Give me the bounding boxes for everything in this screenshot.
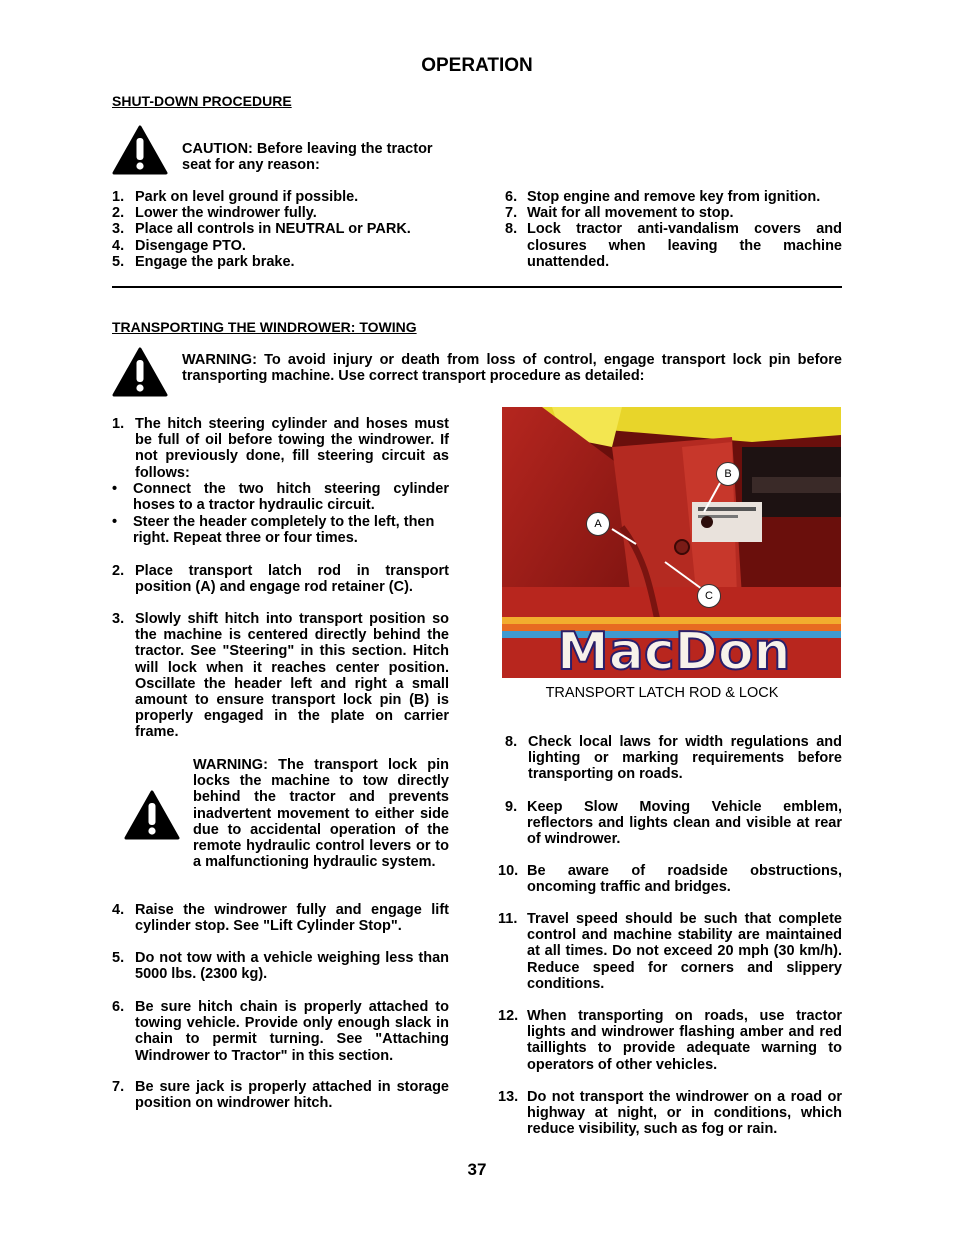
warning-triangle-icon: [124, 790, 180, 840]
bullet: •: [112, 480, 118, 497]
bullet-text: Steer the header completely to the left, then right. Repeat three or four times.: [133, 514, 435, 547]
caution-text: CAUTION: Before leaving the tractor seat for any reason:: [182, 141, 433, 174]
item-number: 8.: [505, 734, 518, 750]
item-number: 6.: [112, 999, 125, 1015]
item-number: 7.: [112, 1079, 125, 1095]
photo-illustration: [502, 407, 841, 678]
item-number: 10.: [498, 863, 519, 879]
step-12: [498, 1008, 842, 1073]
warning-text: WARNING: To avoid injury or death from loss of control, engage transport lock pin before transporting machine. Use correct transport procedure as detailed:: [182, 352, 842, 385]
item-text: Check local laws for width regulations and lighting or marking requirements before transporting on roads.: [528, 734, 842, 783]
item-text: Be sure jack is properly attached in storage position on windrower hitch.: [135, 1079, 449, 1112]
list-item: [112, 254, 472, 270]
item-number: 3.: [112, 221, 125, 238]
callout-c: C: [697, 584, 721, 608]
item-text: Be sure hitch chain is properly attached to towing vehicle. Provide only enough slack in chain to permit turning. See "Attaching Windrower to Tractor" in this section.: [135, 999, 449, 1064]
warning-triangle-icon: [112, 125, 168, 175]
list-item: [112, 514, 449, 546]
step-1: [112, 416, 449, 547]
item-number: 1.: [112, 416, 125, 432]
step-7: [112, 1079, 449, 1111]
shutdown-list-right: [505, 189, 842, 270]
item-text: Slowly shift hitch into transport position so the machine is centered directly behind the tractor. See "Steering" in this section. Hitch will lock when it reaches center position. Oscillate the header left and right a small amount to ensure transport lock pin (B) is properly engaged in the plate on carrier frame.: [135, 611, 449, 741]
item-number: 7.: [505, 205, 518, 222]
macdon-logo: MacDon: [557, 622, 791, 678]
step-4: [112, 902, 449, 934]
step-6: [112, 999, 449, 1064]
section-divider: [112, 286, 842, 288]
item-text: Travel speed should be such that complete control and machine stability are maintained at all times. Do not exceed 20 mph (30 km/h). Reduce speed for corners and slippery conditions.: [527, 911, 842, 992]
callout-b: B: [716, 462, 740, 486]
list-item: [112, 189, 472, 205]
item-number: 4.: [112, 237, 125, 254]
step-5: [112, 950, 449, 982]
item-text: Raise the windrower fully and engage lift cylinder stop. See "Lift Cylinder Stop".: [135, 902, 449, 935]
figure-caption: TRANSPORT LATCH ROD & LOCK: [545, 685, 779, 701]
step-9: [505, 799, 842, 848]
step-2: [112, 563, 449, 595]
item-text: Keep Slow Moving Vehicle emblem, reflectors and lights clean and visible at rear of windrower.: [527, 799, 842, 848]
item-text: When transporting on roads, use tractor lights and windrower flashing amber and red taillights to provide adequate warning to operators of other vehicles.: [527, 1008, 842, 1073]
warning-triangle-icon: [112, 347, 168, 397]
section-heading-shutdown: SHUT-DOWN PROCEDURE: [112, 93, 292, 109]
item-text: Park on level ground if possible.: [135, 189, 359, 205]
item-text: Wait for all movement to stop.: [527, 205, 734, 222]
item-text: Engage the park brake.: [135, 253, 295, 270]
item-number: 2.: [112, 205, 125, 222]
item-number: 2.: [112, 563, 125, 579]
transport-latch-photo: [502, 407, 841, 678]
step-10: [498, 863, 842, 895]
callout-a: A: [586, 512, 610, 536]
warning-text: WARNING: The transport lock pin locks the machine to tow directly behind the tractor and prevents inadvertent movement to either side due to accidental operation of the remote hydraulic control levers or to a malfunctioning hydraulic system.: [193, 757, 449, 871]
list-item: [505, 189, 842, 205]
section-heading-towing: TRANSPORTING THE WINDROWER: TOWING: [112, 319, 417, 335]
step-13: [498, 1089, 842, 1138]
shutdown-list-left: [112, 189, 472, 270]
page-number: 37: [467, 1160, 487, 1179]
item-text: Disengage PTO.: [135, 237, 246, 254]
item-number: 4.: [112, 902, 125, 918]
item-text: Do not tow with a vehicle weighing less than 5000 lbs. (2300 kg).: [135, 950, 449, 983]
item-number: 11.: [498, 911, 518, 927]
step-8: [505, 734, 842, 783]
item-text: The hitch steering cylinder and hoses must be full of oil before towing the windrower. If not previously done, fill steering circuit as follows:: [135, 416, 449, 481]
page-title: OPERATION: [421, 55, 533, 76]
list-item: [505, 205, 842, 221]
item-number: 5.: [112, 950, 125, 966]
list-item: [112, 221, 472, 237]
item-text: Lock tractor anti-vandalism covers and closures when leaving the machine unattended.: [527, 221, 842, 270]
item-text: Do not transport the windrower on a road or highway at night, or in conditions, which reduce visibility, such as fog or rain.: [527, 1089, 842, 1138]
item-number: 8.: [505, 221, 518, 238]
bullet: •: [112, 514, 118, 531]
list-item: [112, 205, 472, 221]
item-number: 6.: [505, 189, 518, 205]
item-text: Be aware of roadside obstructions, oncoming traffic and bridges.: [527, 863, 842, 896]
item-text: Place transport latch rod in transport position (A) and engage rod retainer (C).: [135, 563, 449, 596]
item-text: Lower the windrower fully.: [135, 205, 317, 222]
bullet-text: Connect the two hitch steering cylinder hoses to a tractor hydraulic circuit.: [133, 480, 449, 514]
item-number: 3.: [112, 611, 125, 627]
item-text: Stop engine and remove key from ignition.: [527, 189, 821, 205]
list-item: [112, 238, 472, 254]
list-item: [505, 221, 842, 270]
list-item: [112, 481, 449, 513]
step-11: [498, 911, 842, 992]
item-number: 9.: [505, 799, 518, 815]
item-number: 5.: [112, 253, 125, 270]
item-number: 13.: [498, 1089, 519, 1105]
item-number: 1.: [112, 189, 125, 205]
item-number: 12.: [498, 1008, 519, 1024]
item-text: Place all controls in NEUTRAL or PARK.: [135, 221, 411, 238]
step-3: [112, 611, 449, 741]
